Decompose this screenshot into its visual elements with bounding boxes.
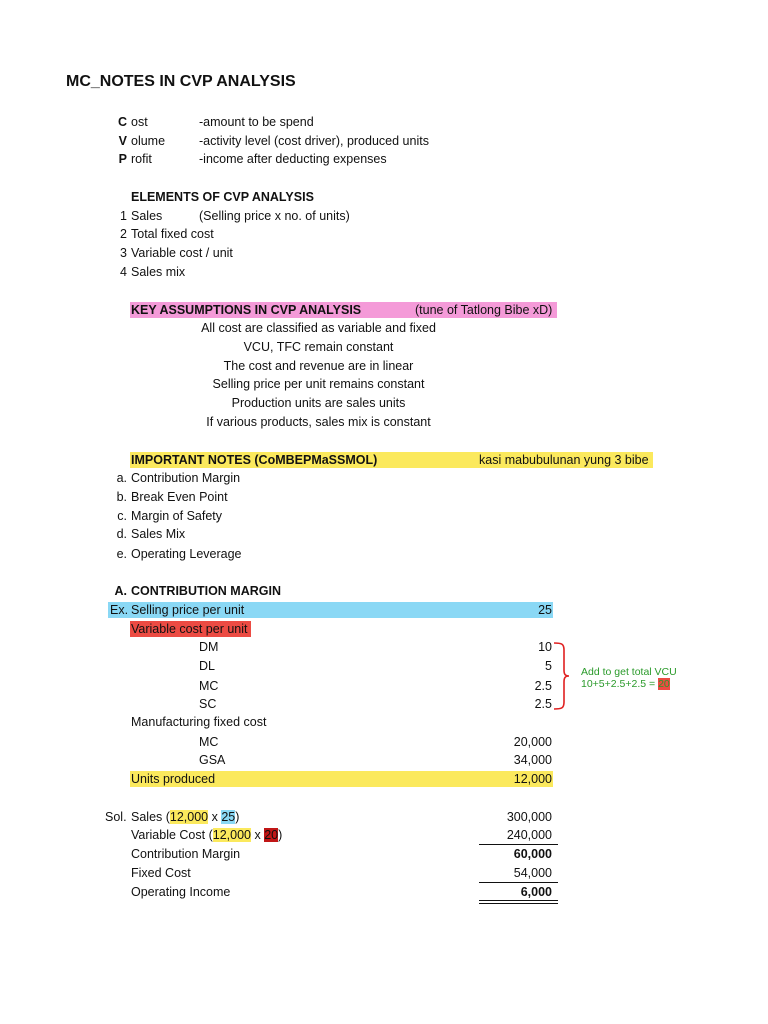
cvp-letter-p: P <box>118 152 127 166</box>
assumptions-heading: KEY ASSUMPTIONS IN CVP ANALYSIS <box>131 303 362 317</box>
fixed-item-label: MC <box>199 735 219 749</box>
element-num: 2 <box>120 227 127 241</box>
units-value: 12,000 <box>513 772 552 786</box>
important-letter: d. <box>116 527 127 541</box>
important-item: Sales Mix <box>131 527 186 541</box>
assumption-item: If various products, sales mix is constant <box>206 415 431 429</box>
assumptions-tag: (tune of Tatlong Bibe xD) <box>415 303 553 317</box>
assumption-item: Production units are sales units <box>231 396 406 410</box>
vcu-note-total: 20 <box>658 678 670 690</box>
vc-value: 240,000 <box>506 828 552 842</box>
important-item: Margin of Safety <box>131 509 223 523</box>
fixed-item-value: 20,000 <box>513 735 552 749</box>
cm-label: Contribution Margin <box>131 847 241 861</box>
vc-formula <box>131 827 282 843</box>
cvp-desc-profit: -income after deducting expenses <box>199 152 387 166</box>
important-letter: b. <box>116 490 127 504</box>
page-title: MC_NOTES IN CVP ANALYSIS <box>66 73 296 90</box>
sol-label: Sol. <box>105 810 127 824</box>
element-extra: (Selling price x no. of units) <box>199 209 350 223</box>
element-num: 4 <box>120 265 127 279</box>
element-label: Sales mix <box>131 265 186 279</box>
cvp-word-profit: rofit <box>131 152 152 166</box>
section-heading: CONTRIBUTION MARGIN <box>131 584 281 598</box>
cvp-desc-volume: -activity level (cost driver), produced units <box>199 134 429 148</box>
double-rule-top <box>479 900 558 901</box>
variable-item-label: DL <box>199 659 215 673</box>
vcu-note-line1: Add to get total VCU <box>581 666 677 678</box>
variable-item-value: 10 <box>538 640 552 654</box>
variable-item-value: 5 <box>545 659 552 673</box>
element-num: 3 <box>120 246 127 260</box>
variable-item-label: SC <box>199 697 217 711</box>
element-label: Total fixed cost <box>131 227 214 241</box>
selling-price-label: Selling price per unit <box>131 603 245 617</box>
fixed-item-label: GSA <box>199 753 226 767</box>
sales-value: 300,000 <box>506 810 552 824</box>
vc-x: x <box>250 828 265 842</box>
vc-units: 12,000 <box>212 828 251 842</box>
elements-heading: ELEMENTS OF CVP ANALYSIS <box>131 190 314 204</box>
important-tag: kasi mabubulunan yung 3 bibe <box>479 453 649 467</box>
variable-item-label: MC <box>199 679 219 693</box>
subtotal-rule <box>479 844 558 845</box>
sales-formula <box>131 809 239 825</box>
important-letter: a. <box>116 471 127 485</box>
total-rule <box>479 882 558 883</box>
element-label: Sales <box>131 209 163 223</box>
important-letter: e. <box>116 547 127 561</box>
assumption-item: All cost are classified as variable and fixed <box>201 321 436 335</box>
section-letter: A. <box>114 584 127 598</box>
important-heading: IMPORTANT NOTES (CoMBEPMaSSMOL) <box>131 453 378 467</box>
cvp-word-cost: ost <box>131 115 148 129</box>
cvp-desc-cost: -amount to be spend <box>199 115 314 129</box>
cvp-letter-v: V <box>118 134 127 148</box>
important-item: Contribution Margin <box>131 471 241 485</box>
assumption-item: VCU, TFC remain constant <box>243 340 394 354</box>
important-item: Break Even Point <box>131 490 228 504</box>
variable-item-label: DM <box>199 640 219 654</box>
assumption-item: Selling price per unit remains constant <box>212 377 425 391</box>
selling-price-value: 25 <box>538 603 552 617</box>
vc-rate: 20 <box>264 828 279 842</box>
vcu-note-line2 <box>581 678 670 690</box>
variable-cost-label: Variable cost per unit <box>131 622 248 636</box>
variable-item-value: 2.5 <box>534 679 552 693</box>
cvp-letter-c: C <box>117 115 127 129</box>
oi-label: Operating Income <box>131 885 231 899</box>
assumption-item: The cost and revenue are in linear <box>223 359 414 373</box>
vc-formula-label: Variable Cost ( <box>131 828 213 842</box>
important-letter: c. <box>117 509 127 523</box>
fixed-cost-label: Manufacturing fixed cost <box>131 715 267 729</box>
cm-value: 60,000 <box>513 847 552 861</box>
vcu-note-formula: 10+5+2.5+2.5 = <box>581 678 659 690</box>
variable-item-value: 2.5 <box>534 697 552 711</box>
units-label: Units produced <box>131 772 216 786</box>
sales-units: 12,000 <box>169 810 209 824</box>
fc-label: Fixed Cost <box>131 866 191 880</box>
sales-x: x <box>208 810 222 824</box>
double-rule-bottom <box>479 903 558 904</box>
fixed-item-value: 34,000 <box>513 753 552 767</box>
fc-value: 54,000 <box>513 866 552 880</box>
brace-icon <box>552 640 572 712</box>
sales-price: 25 <box>221 810 236 824</box>
ex-label: Ex. <box>110 603 129 617</box>
element-num: 1 <box>120 209 127 223</box>
sales-formula-label: Sales ( <box>131 810 170 824</box>
sales-close: ) <box>235 810 240 824</box>
vc-close: ) <box>278 828 283 842</box>
element-label: Variable cost / unit <box>131 246 233 260</box>
oi-value: 6,000 <box>520 885 552 899</box>
cvp-word-volume: olume <box>131 134 166 148</box>
important-item: Operating Leverage <box>131 547 242 561</box>
